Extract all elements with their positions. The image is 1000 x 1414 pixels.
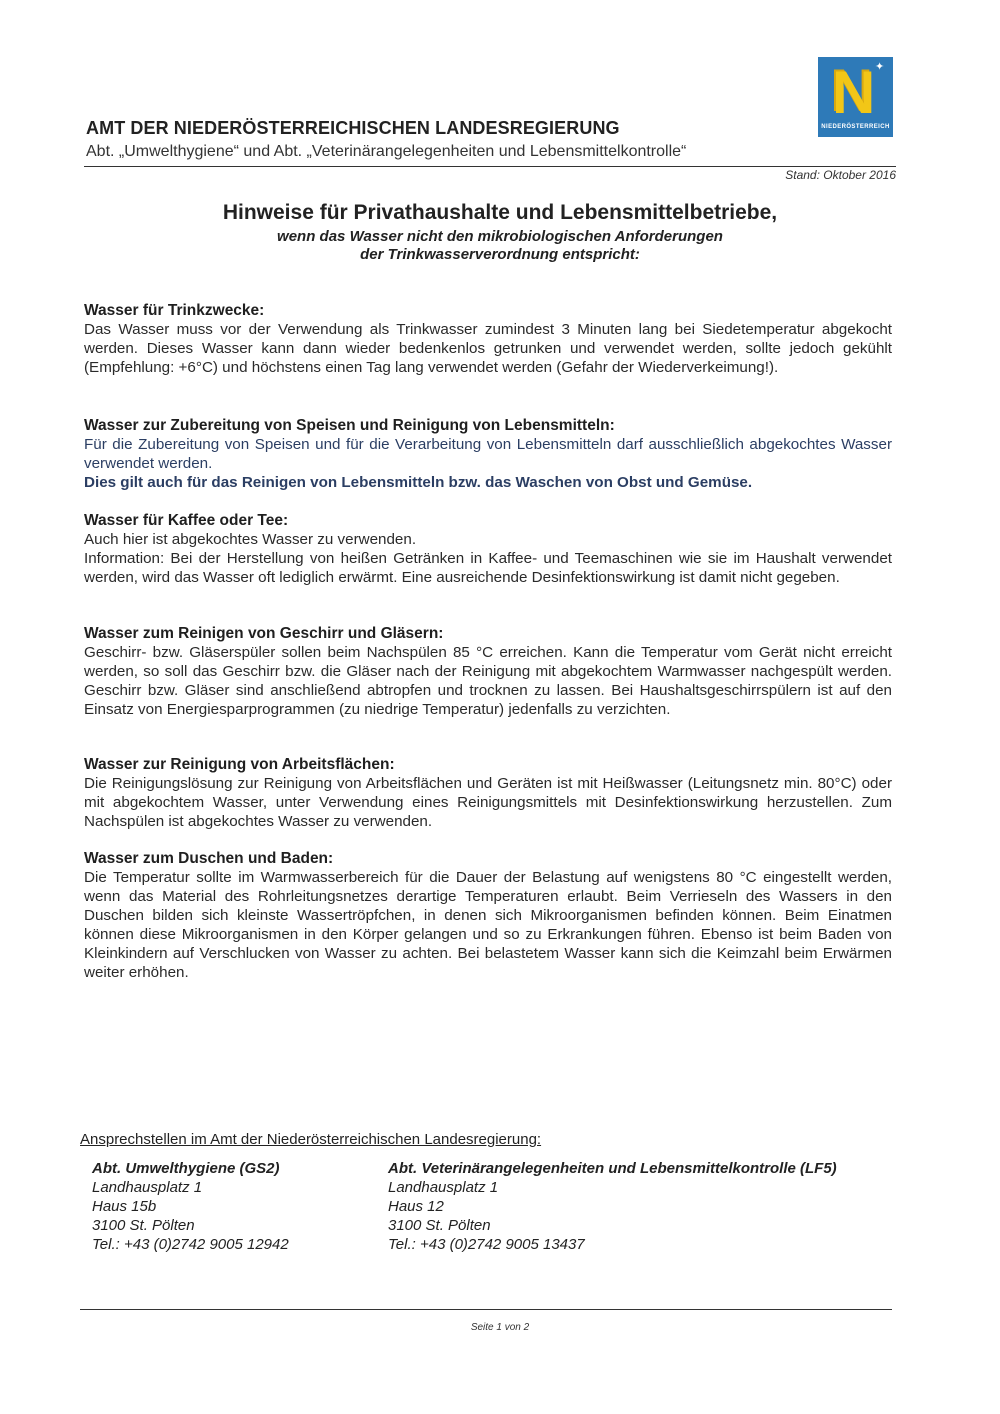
header-divider: [84, 166, 896, 167]
logo-text: NIEDERÖSTERREICH: [821, 124, 890, 130]
contact-house: Haus 12: [388, 1198, 444, 1215]
section-text: Geschirr- bzw. Gläserspüler sollen beim Nachspülen 85 °C erreichen. Kann die Temperatur vom Gerät nicht erreicht werden, so soll das Geschirr bzw. die Gläser nach der Reinigung mit abgekochtem Warmwasser nachgespült werden. Geschirr bzw. Gläser sind anschließend abtropfen und trocknen zu lassen. Bei Haushaltsgeschirrspülern ist auf den Einsatz von Energiesparprogrammen (zu niedrige Temperatur) jedenfalls zu verzichten.: [84, 644, 892, 718]
section-heading: Wasser für Trinkzwecke:: [84, 302, 265, 319]
section-text: Die Reinigungslösung zur Reinigung von Arbeitsflächen und Geräten ist mit Heißwasser (Leitungsnetz min. 80°C) oder mit abgekochtem Wasser, unter Verwendung eines Reinigungsmittels mit Desinfektionswirkung herzustellen. Zum Nachspülen ist abgekochtes Wasser zu verwenden.: [84, 775, 892, 830]
department-subtitle: Abt. „Umwelthygiene“ und Abt. „Veterinärangelegenheiten und Lebensmittelkontrolle“: [86, 143, 687, 160]
section-speisen: [84, 416, 892, 492]
noe-logo: [818, 57, 893, 137]
document-subtitle-line-2: der Trinkwasserverordnung entspricht:: [360, 246, 640, 263]
section-geschirr: [84, 624, 892, 719]
contact-name: Abt. Veterinärangelegenheiten und Lebensmittelkontrolle (LF5): [388, 1160, 837, 1177]
logo-star-icon: ✦: [875, 61, 885, 73]
contact-street: Landhausplatz 1: [388, 1179, 499, 1196]
footer-divider: [80, 1309, 892, 1310]
authority-title: AMT DER NIEDERÖSTERREICHISCHEN LANDESREGIERUNG: [86, 118, 620, 138]
section-text: Das Wasser muss vor der Verwendung als Trinkwasser zumindest 3 Minuten lang bei Siedetemperatur abgekocht werden. Dieses Wasser kann dann wieder bedenkenlos getrunken und verwendet werden, sollte jedoch gekühlt (Empfehlung: +6°C) und höchstens einen Tag lang verwendet werden (Gefahr der Wiederverkeimung!).: [84, 321, 892, 376]
section-text: Auch hier ist abgekochtes Wasser zu verwenden.: [84, 531, 417, 548]
section-information: Information: Bei der Herstellung von heißen Getränken in Kaffee- und Teemaschinen wie sie im Haushalt verwendet werden, wird das Wasser oft lediglich erwärmt. Eine ausreichende Desinfektionswirkung ist damit nicht gegeben.: [84, 550, 892, 586]
section-heading: Wasser zum Reinigen von Geschirr und Gläsern:: [84, 625, 444, 642]
contact-phone: Tel.: +43 (0)2742 9005 12942: [92, 1236, 289, 1253]
contact-veterinaer: [388, 1159, 837, 1254]
document-title: Hinweise für Privathaushalte und Lebensmittelbetriebe,: [222, 201, 778, 224]
section-text: Für die Zubereitung von Speisen und für die Verarbeitung von Lebensmitteln darf ausschließlich abgekochtes Wasser verwendet werden.: [84, 436, 892, 472]
contact-street: Landhausplatz 1: [92, 1179, 203, 1196]
section-kaffee-tee: [84, 511, 892, 587]
contact-phone: Tel.: +43 (0)2742 9005 13437: [388, 1236, 585, 1253]
contact-city: 3100 St. Pölten: [92, 1217, 195, 1234]
section-arbeitsflaechen: [84, 755, 892, 831]
contact-name: Abt. Umwelthygiene (GS2): [92, 1160, 280, 1177]
section-trinkzwecke: [84, 301, 892, 377]
contact-umwelthygiene: [92, 1159, 289, 1254]
section-heading: Wasser zur Reinigung von Arbeitsflächen:: [84, 756, 395, 773]
logo-letter: N: [832, 59, 876, 126]
section-heading: Wasser zum Duschen und Baden:: [84, 850, 334, 867]
contact-house: Haus 15b: [92, 1198, 157, 1215]
contacts-heading: Ansprechstellen im Amt der Niederösterreichischen Landesregierung:: [80, 1131, 542, 1148]
document-subtitle-line-1: wenn das Wasser nicht den mikrobiologischen Anforderungen: [277, 228, 723, 245]
section-heading: Wasser für Kaffee oder Tee:: [84, 512, 289, 529]
section-text: Die Temperatur sollte im Warmwasserbereich für die Dauer der Belastung auf wenigstens 80 °C eingestellt werden, wenn das Material des Rohrleitungsnetzes derartige Temperaturen erlaubt. Beim Verrieseln des Wassers in den Duschen bilden sich kleinste Wassertröpfchen, in denen sich Mikroorganismen befinden können. Beim Einatmen können diese Mikroorganismen in den Körper gelangen und so zu Erkrankungen führen. Ebenso ist beim Baden von Kleinkindern auf Verschlucken von Wasser zu achten. Bei belastetem Wasser kann sich die Keimzahl beim Erwärmen weiter erhöhen.: [84, 869, 892, 981]
section-duschen-baden: [84, 849, 892, 982]
version-date: Stand: Oktober 2016: [785, 168, 896, 182]
section-emphasis: Dies gilt auch für das Reinigen von Lebensmitteln bzw. das Waschen von Obst und Gemüse.: [84, 474, 753, 491]
contact-city: 3100 St. Pölten: [388, 1217, 491, 1234]
section-heading: Wasser zur Zubereitung von Speisen und Reinigung von Lebensmitteln:: [84, 417, 615, 434]
page-number: Seite 1 von 2: [470, 1322, 530, 1333]
